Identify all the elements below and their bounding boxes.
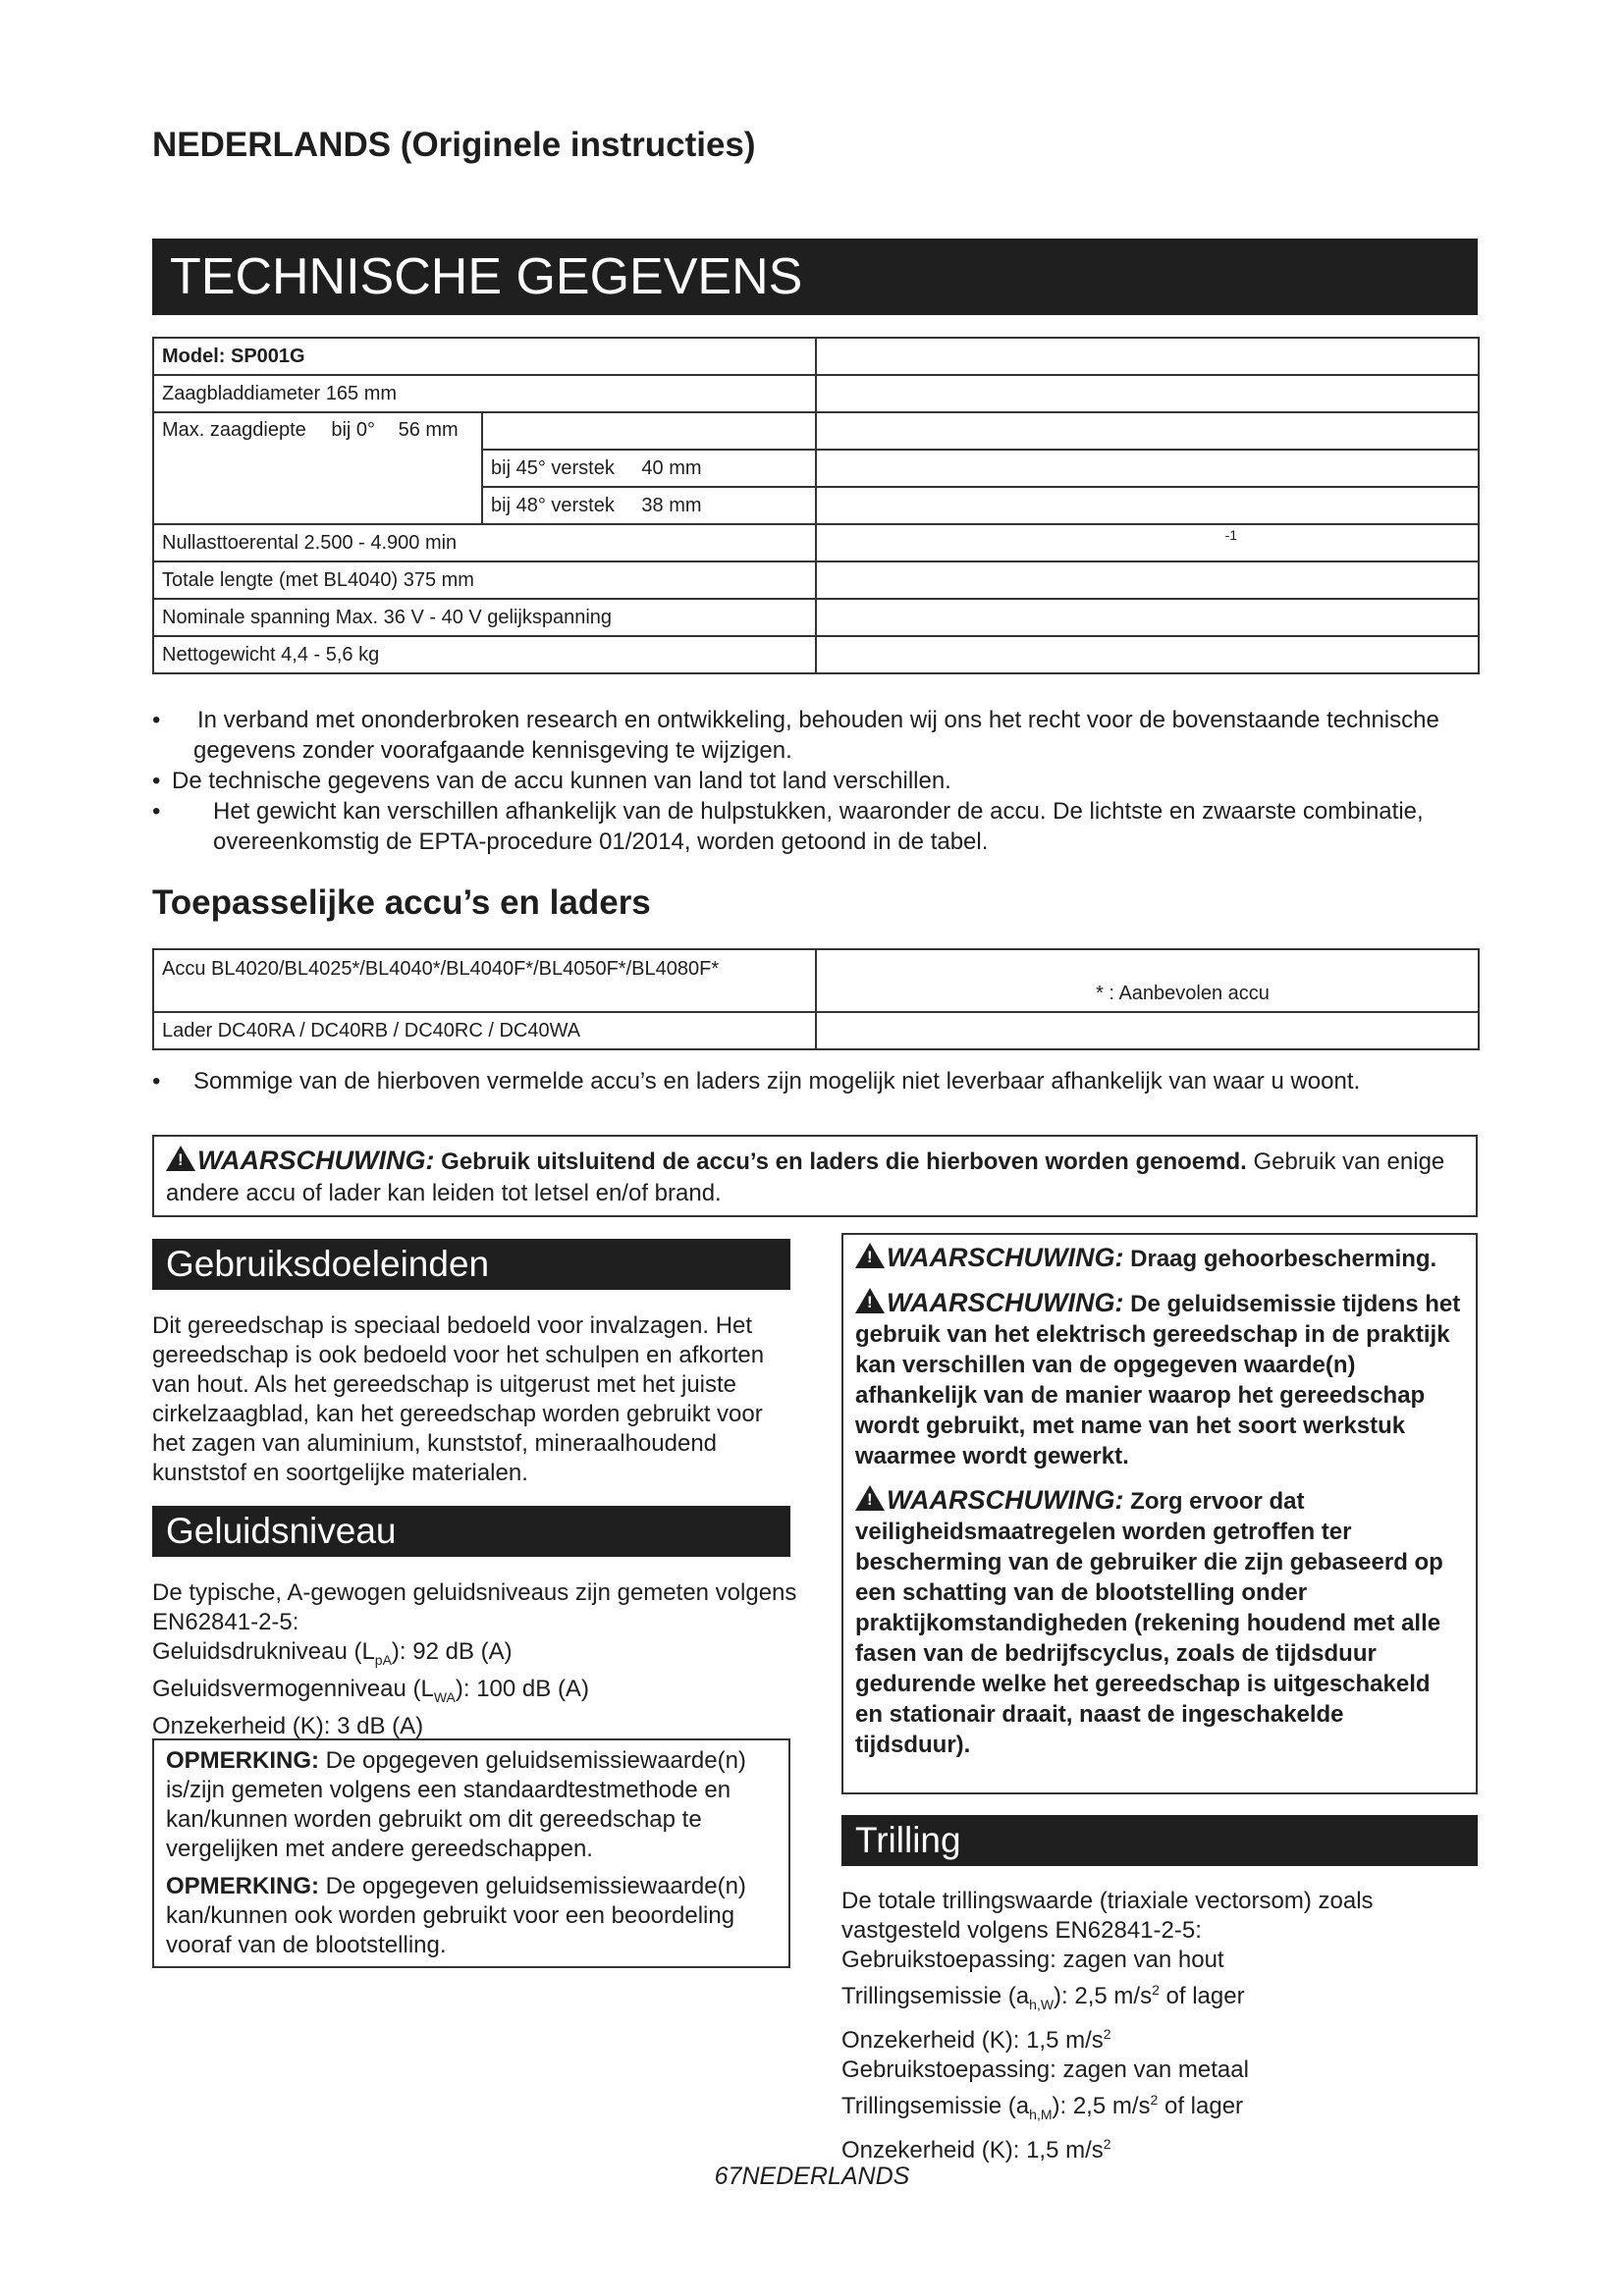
warning-label: WAARSCHUWING: bbox=[887, 1288, 1124, 1317]
note-body: De opgegeven geluidsemissiewaarde(n) is/zijn gemeten volgens een standaardtestmethode en kan/kunnen worden gebruikt om dit gereedschap te vergelijken met andere gereedschappen. bbox=[166, 1747, 746, 1862]
warning-bold-text: Gebruik uitsluitend de accu’s en laders die hierboven worden genoemd. bbox=[441, 1148, 1247, 1175]
noise-intro: De typische, A-gewogen geluidsniveaus zijn gemeten volgens EN62841-2-5: bbox=[152, 1579, 797, 1635]
rated-voltage: Nominale spanning Max. 36 V - 40 V gelijkspanning bbox=[153, 599, 816, 636]
note-label: OPMERKING: bbox=[166, 1747, 319, 1774]
warning-label: WAARSCHUWING: bbox=[887, 1243, 1124, 1272]
page-language-title: NEDERLANDS (Originele instructies) bbox=[152, 126, 756, 164]
note-bullet: • bbox=[152, 707, 161, 733]
note-text: Sommige van de hierboven vermelde accu’s en laders zijn mogelijk niet leverbaar afhankelijk van waar u woont. bbox=[193, 1068, 1361, 1095]
vibration-metal-mode: Gebruikstoepassing: zagen van metaal bbox=[841, 2056, 1249, 2083]
noise-note-1 bbox=[166, 1746, 777, 1864]
battery-table bbox=[152, 948, 1480, 1050]
charger-models: Lader DC40RA / DC40RB / DC40RC / DC40WA bbox=[153, 1012, 816, 1049]
main-warning-box bbox=[152, 1135, 1478, 1217]
noise-uncertainty: Onzekerheid (K): 3 dB (A) bbox=[152, 1712, 424, 1739]
note-label: OPMERKING: bbox=[166, 1873, 319, 1899]
note-item bbox=[152, 705, 1478, 766]
spec-row-weight bbox=[153, 636, 1479, 673]
note-item bbox=[152, 796, 1478, 857]
noise-values bbox=[152, 1578, 800, 1741]
warning-icon bbox=[855, 1243, 885, 1268]
noise-note-2 bbox=[166, 1872, 777, 1960]
warning-icon bbox=[855, 1288, 885, 1313]
vibration-metal-uncertainty: Onzekerheid (K): 1,5 $m/s^2$ bbox=[841, 2135, 1111, 2163]
noise-power-level: Geluidsvermogenniveau $(L_{WA})$: 100 dB (A) bbox=[152, 1675, 589, 1705]
depth-45-value: 40 mm bbox=[641, 456, 702, 479]
page-footer: 67NEDERLANDS bbox=[714, 2163, 910, 2190]
technical-data-heading: TECHNISCHE GEGEVENS bbox=[152, 239, 1478, 315]
vibration-wood-emission: Trillingsemissie $(a_{h,W})$: 2,5 $m/s^2$ of lager bbox=[841, 1982, 1245, 2012]
warning-text: Draag gehoorbescherming. bbox=[1130, 1246, 1437, 1272]
battery-models: Accu BL4020/BL4025*/BL4040*/BL4040F*/BL4050F*/BL4080F* bbox=[153, 949, 816, 1012]
warning-label: WAARSCHUWING: bbox=[197, 1146, 435, 1175]
intended-use-text: Dit gereedschap is speciaal bedoeld voor invalzagen. Het gereedschap is ook bedoeld voor het schulpen en afkorten van hout. Als het gereedschap is uitgerust met het juiste cirkelzaagblad, kan het gereedschap worden gebruikt voor het zagen van aluminium, kunststof, mineraalhoudend kunststof en soortgelijke materialen. bbox=[152, 1312, 765, 1486]
warning-icon bbox=[855, 1485, 885, 1511]
recommended-battery-note: * : Aanbevolen accu bbox=[816, 949, 1479, 1012]
warning-emission bbox=[855, 1288, 1464, 1471]
right-warnings-box bbox=[841, 1233, 1478, 1794]
note-text: De technische gegevens van de accu kunnen van land tot land verschillen. bbox=[172, 768, 951, 794]
depth-48-value: 38 mm bbox=[641, 494, 702, 516]
max-depth-label: Max. zaagdiepte bbox=[162, 419, 306, 441]
warning-hearing bbox=[855, 1243, 1464, 1274]
vibration-values bbox=[841, 1887, 1478, 2165]
battery-row bbox=[153, 949, 1479, 1012]
warning-text: De geluidsemissie tijdens het gebruik van het elektrisch gereedschap in de praktijk kan verschillen van de opgegeven waarde(n) afhankelijk van de manier waarop het gereedschap wordt gebruikt, met name van het soort werkstuk waarmee wordt gewerkt. bbox=[855, 1291, 1461, 1469]
spec-table bbox=[152, 337, 1480, 674]
batteries-heading: Toepasselijke accu’s en laders bbox=[152, 883, 651, 922]
note-bullet: • bbox=[152, 798, 161, 825]
vibration-wood-uncertainty: Onzekerheid (K): 1,5 $m/s^2$ bbox=[841, 2025, 1111, 2054]
max-depth-cell bbox=[153, 412, 482, 524]
total-length: Totale lengte (met BL4040) 375 mm bbox=[153, 561, 816, 599]
spec-row-speed bbox=[153, 524, 1479, 561]
spec-row-length bbox=[153, 561, 1479, 599]
depth-48-label: bij 48° verstek bbox=[491, 494, 615, 516]
warning-text: Gebruik van enige andere accu of lader kan leiden tot letsel en/of brand. bbox=[166, 1148, 1445, 1206]
intended-use-heading: Gebruiksdoeleinden bbox=[152, 1239, 790, 1290]
note-item bbox=[152, 766, 1478, 796]
note-bullet: • bbox=[152, 768, 161, 794]
spec-row-voltage bbox=[153, 599, 1479, 636]
note-text: In verband met ononderbroken research en ontwikkeling, behouden wij ons het recht voor de bovenstaande technische gegevens zonder voorafgaande kennisgeving te wijzigen. bbox=[193, 707, 1439, 764]
vibration-heading: Trilling bbox=[841, 1815, 1478, 1866]
spec-row-blade bbox=[153, 375, 1479, 412]
noise-notes-box bbox=[152, 1738, 790, 1968]
model-label: Model: SP001G bbox=[153, 338, 816, 375]
depth-48-cell bbox=[482, 487, 816, 524]
depth-45-cell bbox=[482, 450, 816, 487]
note-body: De opgegeven geluidsemissiewaarde(n) kan/kunnen ook worden gebruikt voor een beoordeling vooraf van de blootstelling. bbox=[166, 1873, 746, 1958]
spec-row-depth-0 bbox=[153, 412, 1479, 450]
battery-availability-note bbox=[152, 1066, 1478, 1096]
warning-label: WAARSCHUWING: bbox=[887, 1485, 1124, 1515]
no-load-speed: Nullasttoerental 2.500 - 4.900 min bbox=[153, 524, 816, 561]
blade-diameter: Zaagbladdiameter 165 mm bbox=[153, 375, 816, 412]
depth-0-label: bij 0° bbox=[331, 419, 376, 441]
warning-safety-measures bbox=[855, 1485, 1464, 1760]
noise-heading: Geluidsniveau bbox=[152, 1506, 790, 1557]
depth-45-label: bij 45° verstek bbox=[491, 456, 615, 479]
vibration-wood-mode: Gebruikstoepassing: zagen van hout bbox=[841, 1947, 1224, 1973]
note-bullet: • bbox=[152, 1068, 161, 1095]
noise-pressure-level: Geluidsdrukniveau $(L_{pA})$: 92 dB (A) bbox=[152, 1638, 513, 1668]
charger-row bbox=[153, 1012, 1479, 1049]
spec-row-model bbox=[153, 338, 1479, 375]
spec-notes bbox=[152, 705, 1478, 857]
vibration-metal-emission: Trillingsemissie $(a_{h,M})$: 2,5 $m/s^2$ of lager bbox=[841, 2091, 1244, 2122]
note-text: Het gewicht kan verschillen afhankelijk van de hulpstukken, waaronder de accu. De lichtste en zwaarste combinatie, overeenkomstig de EPTA-procedure 01/2014, worden getoond in de tabel. bbox=[213, 798, 1424, 855]
speed-unit-superscript: -1 bbox=[1224, 527, 1238, 543]
warning-text: Zorg ervoor dat veiligheidsmaatregelen worden getroffen ter bescherming van de gebruiker die zijn gebaseerd op een schatting van de blootstelling onder praktijkomstandigheden (rekening houdend met alle fasen van de bedrijfscyclus, zoals de tijdsduur gedurende welke het gereedschap is uitgeschakeld en stationair draait, naast de ingeschakelde tijdsduur). bbox=[855, 1488, 1443, 1758]
vibration-intro: De totale trillingswaarde (triaxiale vectorsom) zoals vastgesteld volgens EN62841-2-5: bbox=[841, 1888, 1374, 1944]
warning-icon bbox=[166, 1146, 195, 1171]
depth-0-value: 56 mm bbox=[398, 419, 459, 441]
net-weight: Nettogewicht 4,4 - 5,6 kg bbox=[153, 636, 816, 673]
